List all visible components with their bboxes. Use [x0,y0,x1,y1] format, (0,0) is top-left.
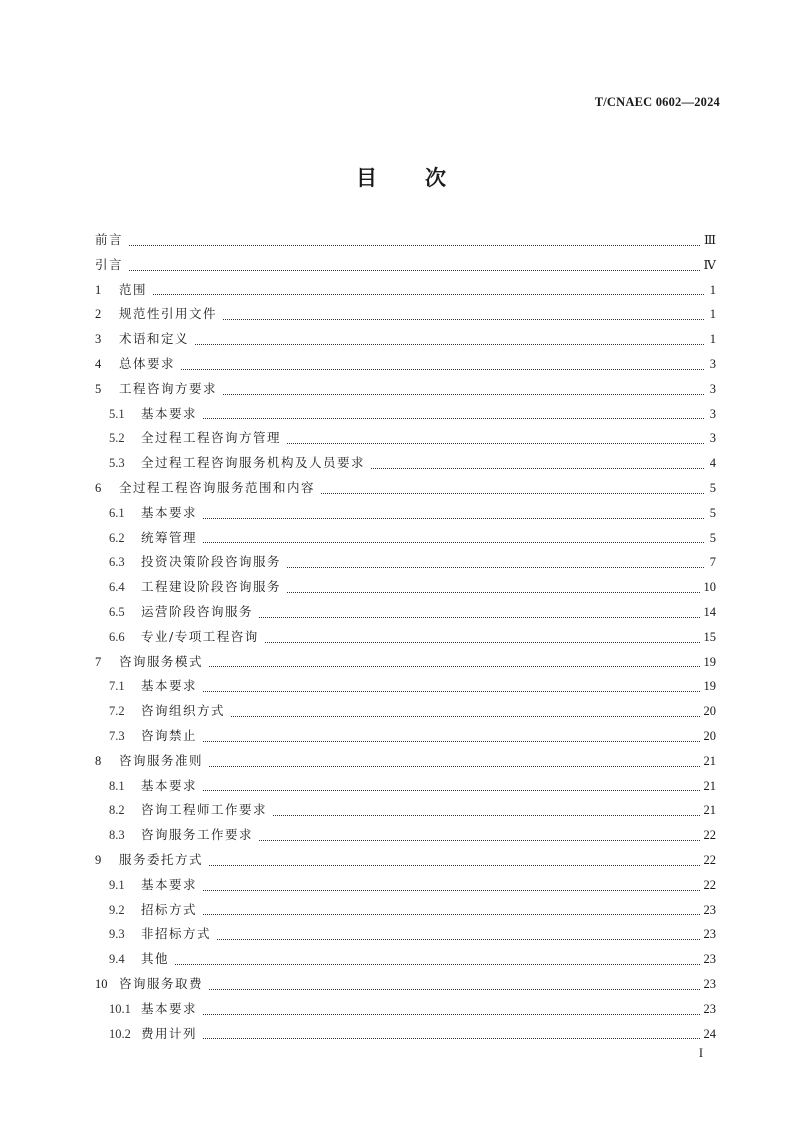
toc-entry-page: 1 [709,307,716,322]
toc-entry-page: 21 [703,803,716,818]
toc-entry[interactable] [95,972,716,997]
toc-entry-page: 4 [709,456,716,471]
toc-entry-label: 范围 [119,281,148,297]
toc-dot-leader [321,493,704,494]
toc-entry-page: 5 [709,505,716,520]
toc-entry-label: 工程咨询方要求 [119,380,218,396]
toc-entry-label: 基本要求 [141,876,198,892]
toc-entry[interactable] [95,550,716,575]
toc-entry-page: 3 [709,381,716,396]
toc-entry-number: 5.3 [109,456,125,471]
toc-entry[interactable] [95,501,716,526]
toc-entry-label: 招标方式 [141,901,198,917]
toc-entry-number: 7.3 [109,728,125,743]
document-code: T/CNAEC 0602—2024 [594,95,720,109]
toc-entry[interactable] [95,377,716,402]
toc-entry-label: 咨询禁止 [141,727,198,743]
toc-entry-page: 1 [709,282,716,297]
toc-entry-label: 基本要求 [141,504,198,520]
toc-entry-label: 咨询服务工作要求 [141,827,254,843]
toc-entry-page: 3 [709,356,716,371]
toc-entry-number: 6.2 [109,530,125,545]
toc-entry[interactable] [95,600,716,625]
toc-entry[interactable] [95,451,716,476]
toc-entry-number: 7.2 [109,704,125,719]
toc-dot-leader [181,369,704,370]
toc-dot-leader [175,964,699,965]
toc-entry-number: 5 [95,381,102,396]
toc-entry-number: 6.5 [109,604,125,619]
toc-entry[interactable] [95,1022,716,1047]
toc-entry-page: Ⅲ [703,233,716,247]
toc-entry-number: 6.3 [109,555,125,570]
toc-entry[interactable] [95,749,716,774]
toc-entry-label: 非招标方式 [141,926,212,942]
toc-dot-leader [259,840,699,841]
toc-entry-number: 8 [95,753,102,768]
toc-entry-number: 7 [95,654,102,669]
toc-entry-label: 咨询工程师工作要求 [141,802,268,818]
toc-entry[interactable] [95,873,716,898]
toc-entry-number: 1 [95,282,102,297]
toc-dot-leader [209,666,699,667]
toc-entry-page: 7 [709,555,716,570]
toc-entry[interactable] [95,798,716,823]
toc-entry-label: 服务委托方式 [119,851,204,867]
toc-entry-page: 10 [703,580,716,595]
toc-entry-page: 23 [703,927,716,942]
toc-entry-number: 6.4 [109,580,125,595]
toc-entry-page: 21 [703,778,716,793]
toc-dot-leader [203,790,699,791]
toc-dot-leader [231,716,699,717]
toc-entry[interactable] [95,823,716,848]
toc-entry[interactable] [95,947,716,972]
toc-entry[interactable] [95,674,716,699]
toc-entry-number: 10.1 [109,1001,131,1016]
toc-entry-number: 10 [95,976,108,991]
toc-dot-leader [223,319,704,320]
toc-entry-page: 5 [709,480,716,495]
toc-entry-page: 22 [703,877,716,892]
toc-entry-number: 9.2 [109,902,125,917]
toc-entry-page: 15 [703,629,716,644]
toc-dot-leader [265,642,700,643]
toc-dot-leader [371,468,704,469]
toc-dot-leader [203,914,699,915]
toc-entry[interactable] [95,228,716,253]
toc-dot-leader [209,865,699,866]
toc-dot-leader [195,344,704,345]
toc-entry-number: 3 [95,332,102,347]
toc-entry[interactable] [95,848,716,873]
toc-dot-leader [129,245,700,246]
toc-entry[interactable] [95,302,716,327]
toc-entry-label: 咨询服务取费 [119,975,204,991]
toc-dot-leader [287,443,704,444]
toc-entry[interactable] [95,575,716,600]
toc-entry[interactable] [95,352,716,377]
toc-entry[interactable] [95,774,716,799]
toc-dot-leader [203,1014,699,1015]
toc-entry-label: 全过程工程咨询服务机构及人员要求 [141,455,366,471]
toc-entry-label: 前言 [95,232,124,247]
toc-entry-page: 22 [703,828,716,843]
toc-entry-label: 基本要求 [141,405,198,421]
toc-dot-leader [287,567,704,568]
toc-entry-label: 基本要求 [141,678,198,694]
toc-dot-leader [287,592,699,593]
toc-entry-page: 21 [703,753,716,768]
toc-dot-leader [209,766,699,767]
toc-entry[interactable] [95,402,716,427]
toc-entry-label: 投资决策阶段咨询服务 [141,554,282,570]
toc-entry-page: 5 [709,530,716,545]
toc-entry[interactable] [95,650,716,675]
toc-entry-page: 20 [703,728,716,743]
toc-entry[interactable] [95,278,716,303]
toc-entry-number: 5.2 [109,431,125,446]
toc-entry[interactable] [95,898,716,923]
toc-entry-number: 9.3 [109,927,125,942]
toc-entry-page: Ⅳ [703,257,716,272]
toc-entry[interactable] [95,426,716,451]
toc-dot-leader [259,617,699,618]
toc-entry-page: 14 [703,604,716,619]
toc-entry-label: 规范性引用文件 [119,306,218,322]
toc-dot-leader [203,542,704,543]
toc-entry[interactable] [95,625,716,650]
toc-entry[interactable] [95,699,716,724]
toc-entry[interactable] [95,253,716,278]
toc-entry[interactable] [95,922,716,947]
page-title: 目次 [356,165,494,190]
toc-entry[interactable] [95,526,716,551]
toc-entry[interactable] [95,997,716,1022]
toc-entry-page: 20 [703,704,716,719]
toc-entry-page: 19 [703,679,716,694]
toc-entry[interactable] [95,476,716,501]
toc-entry-label: 术语和定义 [119,331,190,347]
toc-entry-page: 3 [709,406,716,421]
toc-dot-leader [203,890,699,891]
toc-entry-number: 9.1 [109,877,125,892]
toc-dot-leader [223,394,704,395]
toc-entry-label: 咨询服务准则 [119,752,204,768]
toc-entry-number: 5.1 [109,406,125,421]
toc-entry-label: 统筹管理 [141,529,198,545]
toc-entry-label: 基本要求 [141,1000,198,1016]
toc-entry-number: 7.1 [109,679,125,694]
toc-entry-page: 23 [703,976,716,991]
toc-entry-label: 工程建设阶段咨询服务 [141,579,282,595]
toc-dot-leader [153,294,704,295]
toc-entry-label: 费用计列 [141,1025,198,1041]
toc-dot-leader [203,518,704,519]
table-of-contents [95,228,716,1046]
toc-entry[interactable] [95,327,716,352]
toc-entry-label: 基本要求 [141,777,198,793]
toc-entry-number: 9 [95,852,102,867]
toc-entry-page: 23 [703,952,716,967]
toc-entry-page: 3 [709,431,716,446]
toc-entry-label: 咨询服务模式 [119,653,204,669]
toc-dot-leader [203,1038,699,1039]
toc-entry-number: 2 [95,307,102,322]
toc-entry-number: 6.6 [109,629,125,644]
toc-dot-leader [203,691,699,692]
toc-dot-leader [209,989,699,990]
toc-entry-number: 8.3 [109,828,125,843]
toc-entry-page: 23 [703,902,716,917]
toc-entry-page: 22 [703,852,716,867]
toc-entry-number: 8.1 [109,778,125,793]
page-number: I [698,1046,703,1060]
toc-dot-leader [203,741,699,742]
toc-entry-label: 其他 [141,951,170,967]
toc-entry-number: 10.2 [109,1026,131,1041]
toc-entry-page: 23 [703,1001,716,1016]
toc-entry-number: 4 [95,356,102,371]
toc-entry-page: 24 [703,1026,716,1041]
toc-entry-label: 总体要求 [119,355,176,371]
toc-entry-label: 咨询组织方式 [141,703,226,719]
toc-entry-number: 6 [95,480,102,495]
toc-dot-leader [129,270,699,271]
toc-entry-number: 6.1 [109,505,125,520]
toc-dot-leader [217,939,699,940]
toc-entry-label: 专业/专项工程咨询 [141,628,259,644]
toc-entry-label: 全过程工程咨询服务范围和内容 [119,479,316,495]
toc-entry-label: 运营阶段咨询服务 [141,603,254,619]
toc-dot-leader [273,815,699,816]
toc-entry[interactable] [95,724,716,749]
toc-entry-label: 引言 [95,256,124,272]
toc-entry-label: 全过程工程咨询方管理 [141,430,282,446]
toc-entry-page: 19 [703,654,716,669]
toc-entry-number: 9.4 [109,952,125,967]
toc-entry-number: 8.2 [109,803,125,818]
toc-entry-page: 1 [709,332,716,347]
toc-dot-leader [203,418,704,419]
